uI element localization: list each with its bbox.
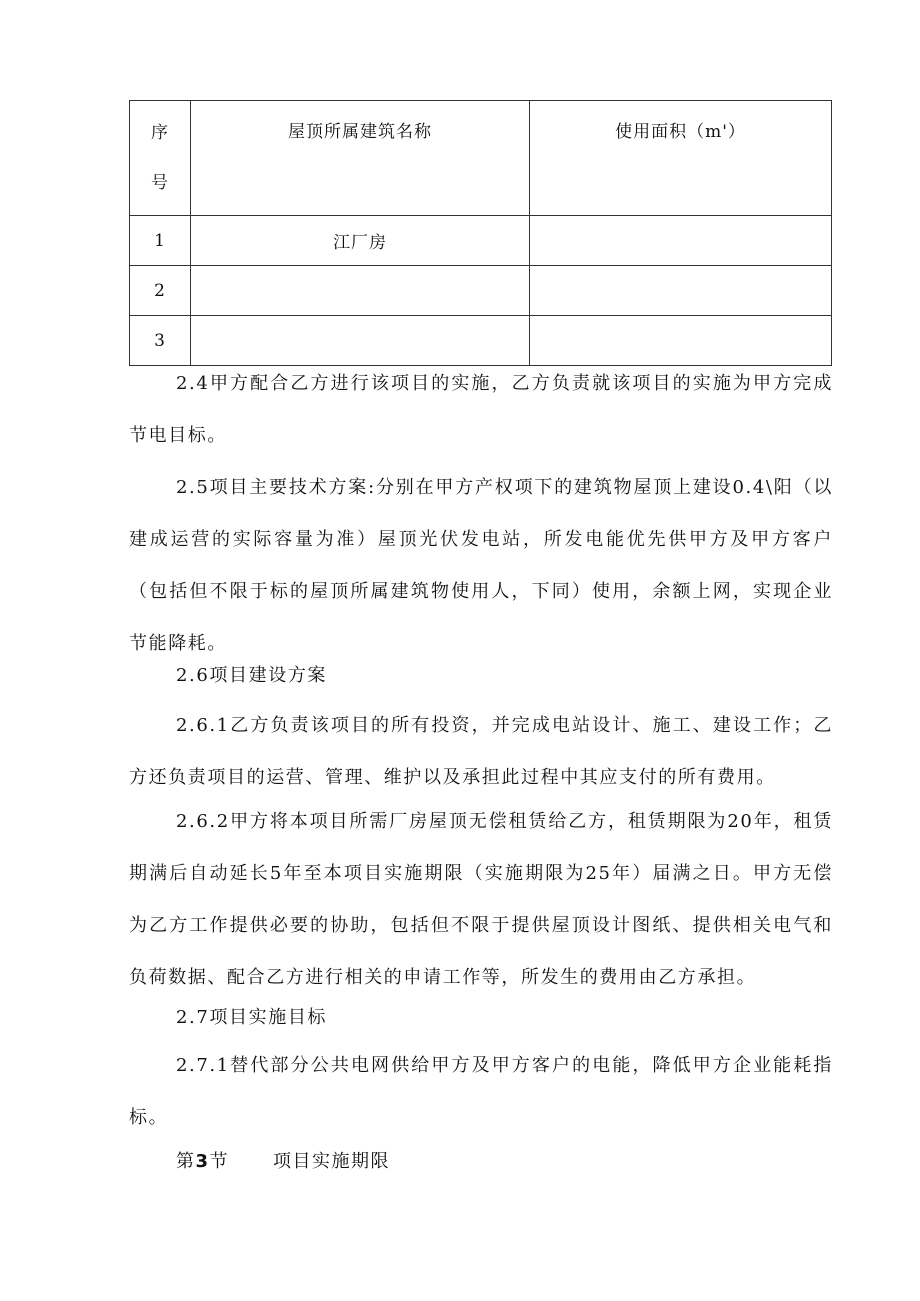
cell-seq: 1 [130,216,191,266]
paragraph-2-6-1: 2.6.1乙方负责该项目的所有投资，并完成电站设计、施工、建设工作；乙方还负责项目的运营、管理、维护以及承担此过程中其应支付的所有费用。 [129,715,833,788]
paragraph-2-6-2: 2.6.2甲方将本项目所需厂房屋顶无偿租赁给乙方，租赁期限为20年，租赁期满后自动延长5年至本项目实施期限（实施期限为25年）届满之日。甲方无偿为乙方工作提供必要的协助，包括但不限于提供屋顶设计图纸、提供相关电气和负荷数据、配合乙方进行相关的申请工作等，所发生的费用由乙方承担。 [129,811,833,988]
section-title: 项目实施期限 [273,1151,391,1172]
section-prefix: 第 [176,1151,196,1172]
cell-area [530,266,832,316]
cell-building: 江厂房 [191,216,530,266]
table-row [130,216,832,266]
paragraph-2-7: 2.7项目实施目标 [176,1007,328,1028]
cell-seq: 2 [130,266,191,316]
section-suffix: 节 [209,1151,230,1172]
table-row [130,266,832,316]
table-header-row [130,101,832,216]
header-area: 使用面积（m'） [530,101,832,216]
paragraph-2-7-1: 2.7.1替代部分公共电网供给甲方及甲方客户的电能，降低甲方企业能耗指标。 [129,1055,833,1128]
cell-seq: 3 [130,316,191,366]
paragraph-2-4: 2.4甲方配合乙方进行该项目的实施，乙方负责就该项目的实施为甲方完成节电目标。 [129,373,833,446]
paragraph-2-6: 2.6项目建设方案 [176,665,328,686]
header-building: 屋顶所属建筑名称 [191,101,530,216]
header-seq [130,101,191,216]
cell-building [191,266,530,316]
header-seq-line2: 号 [151,173,169,193]
section-heading [176,1136,390,1188]
roof-table [129,100,832,366]
paragraph-2-5: 2.5项目主要技术方案:分别在甲方产权项下的建筑物屋顶上建设0.4\阳（以建成运营的实际容量为准）屋顶光伏发电站，所发电能优先供甲方及甲方客户（包括但不限于标的屋顶所属建筑物使用人，下同）使用，余额上网，实现企业节能降耗。 [129,477,833,654]
section-number: 3 [195,1151,210,1172]
header-seq-line1: 序 [151,123,169,143]
cell-area [530,216,832,266]
